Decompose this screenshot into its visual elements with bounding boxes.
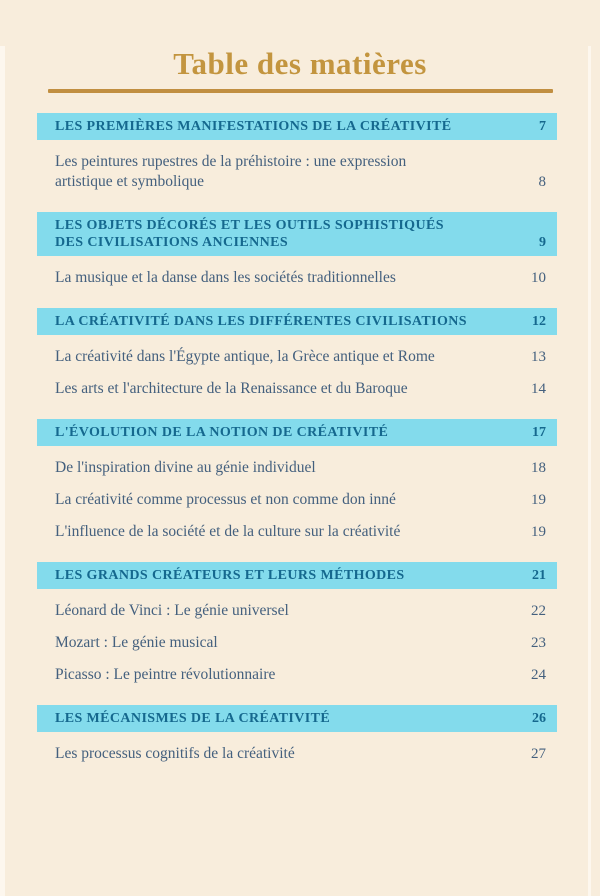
toc-section-header[interactable] <box>37 308 557 335</box>
toc-item-title: Mozart : Le génie musical <box>55 634 218 651</box>
toc-item-page-number: 8 <box>538 174 546 190</box>
toc-section-header[interactable] <box>37 212 557 256</box>
toc-item-title: La musique et la danse dans les sociétés traditionnelles <box>55 269 396 286</box>
toc-section-header[interactable] <box>37 419 557 446</box>
toc-list <box>37 113 557 764</box>
toc-item-page-number: 19 <box>531 524 546 540</box>
toc-item-title: Les processus cognitifs de la créativité <box>55 745 295 762</box>
toc-item[interactable] <box>37 744 557 764</box>
toc-item[interactable] <box>37 268 557 288</box>
toc-item-page-number: 24 <box>531 667 546 683</box>
toc-item-page-number: 18 <box>531 460 546 476</box>
toc-section-title: LES PREMIÈRES MANIFESTATIONS DE LA CRÉATIVITÉ <box>55 119 452 134</box>
toc-item[interactable] <box>37 522 557 542</box>
toc-section-page-number: 7 <box>539 119 546 134</box>
toc-item-title: Picasso : Le peintre révolutionnaire <box>55 666 276 683</box>
toc-item-page-number: 14 <box>531 381 546 397</box>
toc-item-title: La créativité dans l'Égypte antique, la Grèce antique et Rome <box>55 348 435 365</box>
toc-section-title: LA CRÉATIVITÉ DANS LES DIFFÉRENTES CIVILISATIONS <box>55 314 467 329</box>
toc-section-title: L'ÉVOLUTION DE LA NOTION DE CRÉATIVITÉ <box>55 425 389 440</box>
toc-item[interactable] <box>37 379 557 399</box>
toc-section-title: LES GRANDS CRÉATEURS ET LEURS MÉTHODES <box>55 568 405 583</box>
toc-item-page-number: 10 <box>531 270 546 286</box>
toc-item[interactable] <box>37 633 557 653</box>
toc-section-page-number: 17 <box>532 425 546 440</box>
toc-section-title: LES MÉCANISMES DE LA CRÉATIVITÉ <box>55 711 331 726</box>
toc-item-page-number: 27 <box>531 746 546 762</box>
toc-section-header[interactable] <box>37 705 557 732</box>
toc-section-page-number: 12 <box>532 314 546 329</box>
page-edge-left <box>0 46 5 896</box>
toc-section-header[interactable] <box>37 113 557 140</box>
toc-item-title: De l'inspiration divine au génie individuel <box>55 459 316 476</box>
title-divider <box>48 89 553 93</box>
toc-section-page-number: 21 <box>532 568 546 583</box>
toc-item-page-number: 13 <box>531 349 546 365</box>
page-title: Table des matières <box>173 46 427 81</box>
toc-item-page-number: 23 <box>531 635 546 651</box>
toc-item[interactable] <box>37 152 557 192</box>
toc-section-page-number: 26 <box>532 711 546 726</box>
toc-item-page-number: 19 <box>531 492 546 508</box>
toc-item-title: Léonard de Vinci : Le génie universel <box>55 602 289 619</box>
toc-item[interactable] <box>37 601 557 621</box>
toc-item-title: Les peintures rupestres de la préhistoire : une expression artistique et symbolique <box>55 153 407 190</box>
toc-item-title: La créativité comme processus et non comme don inné <box>55 491 396 508</box>
toc-section-header[interactable] <box>37 562 557 589</box>
toc-item-title: L'influence de la société et de la culture sur la créativité <box>55 523 401 540</box>
toc-item-page-number: 22 <box>531 603 546 619</box>
toc-item[interactable] <box>37 458 557 478</box>
toc-item-title: Les arts et l'architecture de la Renaissance et du Baroque <box>55 380 408 397</box>
toc-item[interactable] <box>37 490 557 510</box>
toc-item[interactable] <box>37 665 557 685</box>
page-edge-right <box>588 46 591 896</box>
toc-section-title: LES OBJETS DÉCORÉS ET LES OUTILS SOPHISTIQUÉS DES CIVILISATIONS ANCIENNES <box>55 218 444 250</box>
toc-item[interactable] <box>37 347 557 367</box>
toc-section-page-number: 9 <box>539 235 546 250</box>
